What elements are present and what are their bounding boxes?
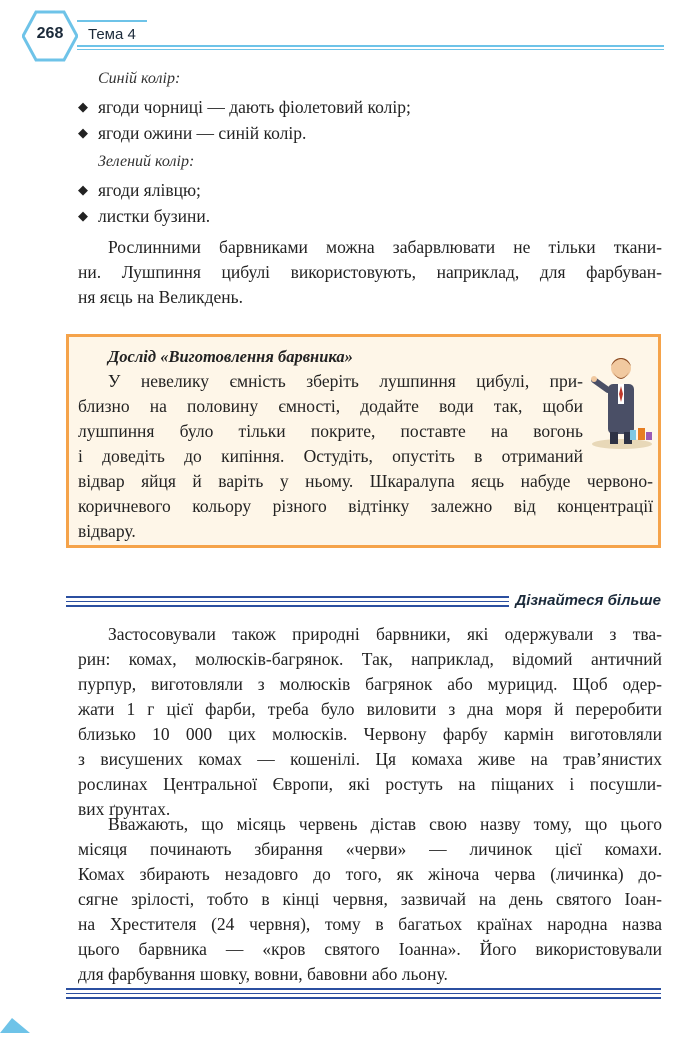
- header-short-rule: [77, 20, 147, 22]
- green-color-label: Зелений колір:: [98, 153, 195, 170]
- learn-more-paragraph-1: Застосовували також природні барвники, які одержували з тва- рин: комах, молюсків-багрянок. Так, наприклад, відомий античний пурпур, виготовляли з молюсків багрянок або мурицид. Щоб одер- жати 1 г цієї фарби, треба було виловити з дна моря й переробити близько 10 000 цих молюсків. Червону фарбу кармін виготовляли з висушених комах — кошенілі. Ця комаха живе на трав’янистих рослинах Центральної Європи, які ростуть на піщаних і посушли- вих ґрунтах.: [78, 624, 662, 819]
- learn-more-paragraph-2: Вважають, що місяць червень дістав свою назву тому, що цього місяця починають збирання «черви» — личинок цієї комахи. Комах збирають незадовго до того, як жіноча черва (личинка) до- сягне зрілості, тобто в кінці червня, зазвичай на день святого Іоан- на Хрестителя (24 червня), тому в багатьох країнах народна назва цього барвника — «кров святого Іоанна». Його використовували для фарбування шовку, вовни, бавовни або льону.: [78, 814, 662, 984]
- diamond-icon: ◆: [78, 182, 88, 197]
- bottom-divider: [66, 988, 661, 1002]
- topic-title: Тема 4: [88, 26, 136, 43]
- diamond-icon: ◆: [78, 125, 88, 140]
- diamond-icon: ◆: [78, 99, 88, 114]
- blue-color-list: [78, 94, 411, 146]
- diamond-icon: ◆: [78, 208, 88, 223]
- header-underline: [77, 49, 664, 50]
- green-color-list: [78, 177, 210, 229]
- experiment-title: Дослід «Виготовлення барвника»: [108, 347, 353, 366]
- header-rule: [77, 45, 664, 47]
- experiment-text: У невелику ємність зберіть лушпиння цибулі, при- близно на половину ємності, додайте води так, щоби лушпиння було тільки покрите, поставте на вогонь і доведіть до кипіння. Остудіть, опустіть в отриманий відвар яйця й варіть у ньому. Шкаралупа яєць набуде червоно- коричневого кольору різного відтінку залежно від концентрації відвару.: [78, 371, 653, 541]
- blue-color-label: Синій колір:: [98, 70, 181, 87]
- learn-more-title: Дізнайтеся більше: [509, 592, 661, 609]
- list-item: ◆ ягоди чорниці — дають фіолетовий колір;: [78, 94, 411, 120]
- page-number: 268: [36, 25, 64, 42]
- corner-decoration: [0, 1018, 30, 1033]
- list-item: ◆ ягоди ожини — синій колір.: [78, 120, 411, 146]
- list-item: ◆ ягоди ялівцю;: [78, 177, 210, 203]
- list-item: ◆ листки бузини.: [78, 203, 210, 229]
- intro-paragraph: Рослинними барвниками можна забарвлювати не тільки ткани- ни. Лушпиння цибулі використовують, наприклад, для фарбуван- ня яєць на Великдень.: [78, 237, 662, 307]
